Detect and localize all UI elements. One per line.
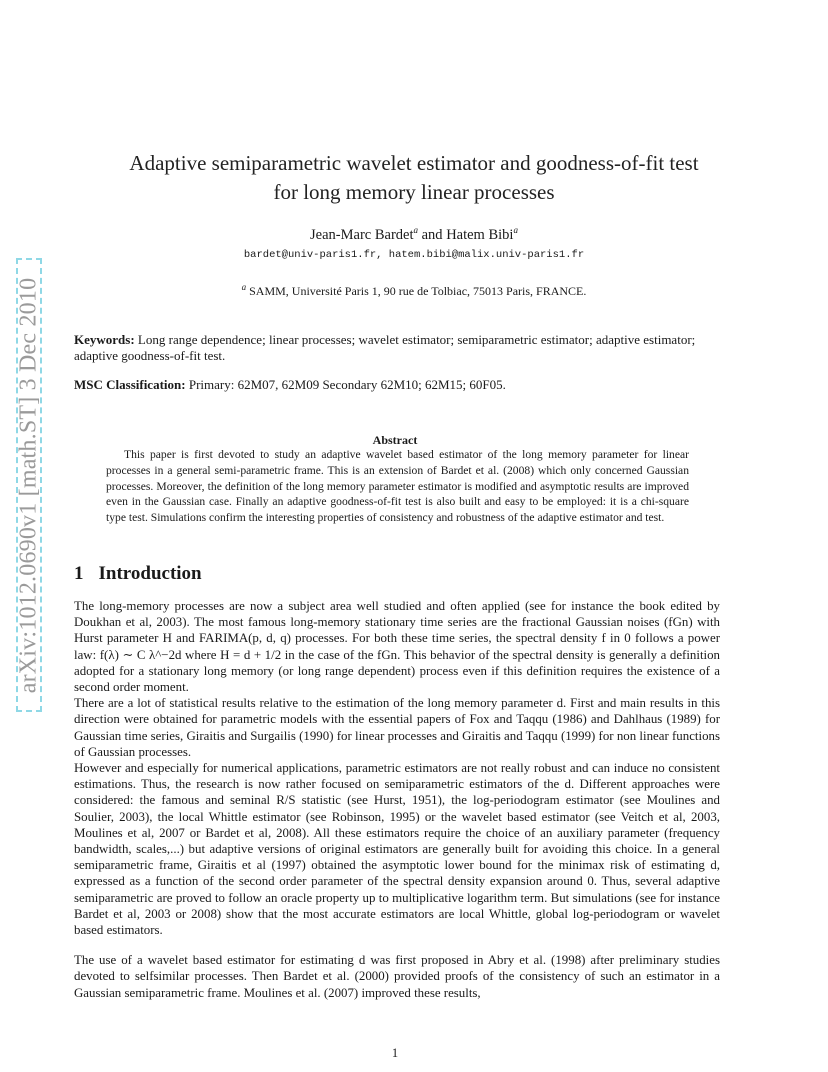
- section-heading: [74, 563, 202, 585]
- title-line-2: for long memory linear processes: [273, 180, 555, 204]
- author-2: Hatem Bibi: [446, 227, 514, 243]
- page-number: 1: [391, 1046, 399, 1060]
- arxiv-stamp[interactable]: [16, 258, 42, 712]
- section-number: 1: [74, 563, 84, 584]
- keywords-label: Keywords:: [74, 332, 135, 347]
- body-text: [74, 598, 720, 1001]
- affiliation-text: SAMM, Université Paris 1, 90 rue de Tolbiac, 75013 Paris, FRANCE.: [246, 284, 587, 298]
- title-line-1: Adaptive semiparametric wavelet estimator and goodness-of-fit test: [129, 151, 699, 175]
- authors: [0, 227, 828, 244]
- abstract-text: This paper is first devoted to study an adaptive wavelet based estimator of the long memory parameter for linear processes in a general semi-parametric frame. This is an extension of Bardet et al. (2008) which only concerned Gaussian processes. Moreover, the definition of the long memory parameter estimator is modified and asymptotic results are improved even in the Gaussian case. Finally an adaptive goodness-of-fit test is also built and easy to be employed: it is a chi-square type test. Simulations confirm the interesting properties of consistency and robustness of the adaptive estimator and test.: [106, 448, 689, 525]
- keywords-text: Long range dependence; linear processes; wavelet estimator; semiparametric estimator; adaptive estimator; adaptive goodness-of-fit test.: [74, 332, 696, 363]
- msc-label: MSC Classification:: [74, 377, 186, 392]
- arxiv-stamp-text[interactable]: arXiv:1012.0690v1 [math.ST] 3 Dec 2010: [15, 277, 42, 693]
- keywords: [74, 332, 720, 364]
- paragraph: The use of a wavelet based estimator for estimating d was first proposed in Abry et al. (1998) after preliminary studies devoted to selfsimilar processes. Then Bardet et al. (2000) provided proofs of the consistency of such an estimator in a Gaussian semiparametric frame. Moulines et al. (2007) improved these results,: [74, 953, 720, 1000]
- author-1: Jean-Marc Bardet: [310, 227, 414, 243]
- affiliation: [0, 284, 828, 299]
- affiliation-mark: a: [241, 282, 247, 292]
- abstract-heading: Abstract: [372, 433, 418, 447]
- section-title: Introduction: [98, 563, 202, 584]
- author-1-affil-mark: a: [413, 225, 418, 236]
- paper-title: [0, 149, 828, 207]
- author-emails[interactable]: bardet@univ-paris1.fr, hatem.bibi@malix.univ-paris1.fr: [243, 249, 585, 261]
- authors-and: and: [418, 227, 447, 243]
- msc-classification: [74, 377, 720, 393]
- abstract: [106, 447, 689, 526]
- msc-text: Primary: 62M07, 62M09 Secondary 62M10; 62M15; 60F05.: [185, 377, 506, 392]
- paragraph: The long-memory processes are now a subject area well studied and often applied (see for instance the book edited by Doukhan et al, 2003). The most famous long-memory stationary time series are the fractional Gaussian noises (fGn) with Hurst parameter H and FARIMA(p, d, q) processes. For both these time series, the spectral density f in 0 follows a power law: f(λ) ∼ C λ^−2d where H = d + 1/2 in the case of the fGn. This behavior of the spectral density is generally a definition adopted for a stationary long memory (or long range dependent) process even if this definition requires the existence of a second order moment.: [74, 599, 720, 695]
- paragraph: There are a lot of statistical results relative to the estimation of the long memory parameter d. First and main results in this direction were obtained for parametric models with the essential papers of Fox and Taqqu (1986) and Dahlhaus (1989) for Gaussian time series, Giraitis and Surgailis (1990) for linear processes and Giraitis and Taqqu (1999) for non linear functions of Gaussian processes.: [74, 696, 720, 759]
- paragraph: However and especially for numerical applications, parametric estimators are not really robust and can induce no consistent estimations. Thus, the research is now rather focused on semiparametric estimators of the d. Different approaches were considered: the famous and seminal R/S statistic (see Hurst, 1951), the log-periodogram estimator (see Moulines and Soulier, 2003), the local Whittle estimator (see Robinson, 1995) or the wavelet based estimator (see Veitch et al, 2003, Moulines et al, 2007 or Bardet et al, 2008). All these estimators require the choice of an auxiliary parameter (frequency bandwidth, scales,...) but adaptive versions of original estimators are generally built for avoiding this choice. In a general semiparametric frame, Giraitis et al (1997) obtained the asymptotic lower bound for the minimax risk of estimating d, expressed as a function of the second order parameter of the spectral density expansion around 0. Thus, several adaptive semiparametric are proved to follow an oracle property up to multiplicative logarithm term. But simulations (see for instance Bardet et al, 2003 or 2008) show that the most accurate estimators are local Whittle, global log-periodogram or wavelet based estimators.: [74, 761, 720, 938]
- author-2-affil-mark: a: [513, 225, 518, 236]
